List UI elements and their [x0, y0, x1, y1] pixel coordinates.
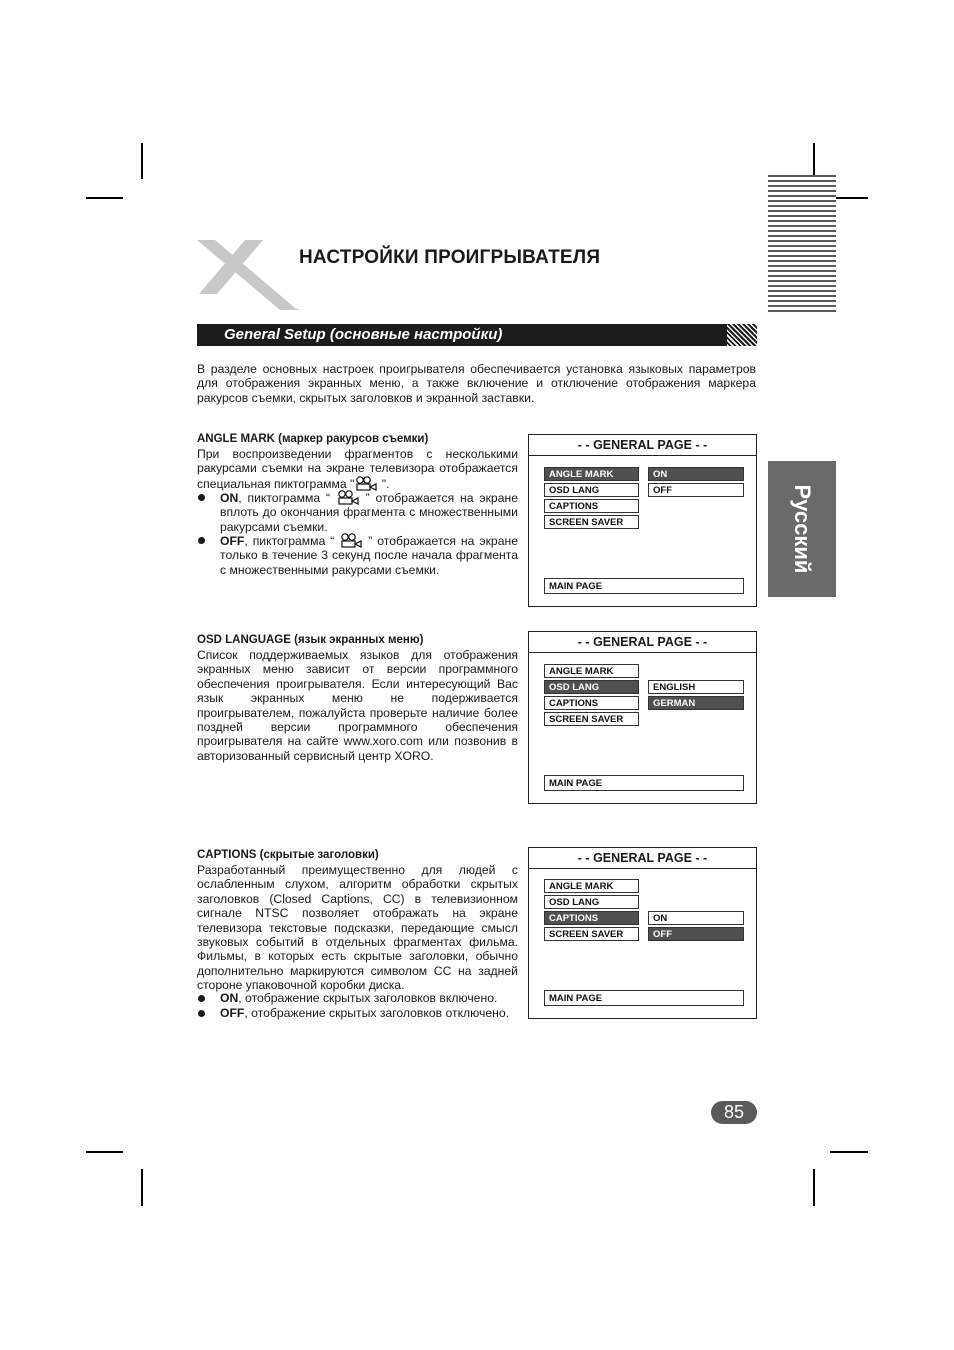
captions-off-label: OFF [220, 1006, 245, 1020]
menu-item-angle-mark[interactable]: ANGLE MARK [544, 467, 639, 481]
angle-mark-heading: ANGLE MARK (маркер ракурсов съемки) [197, 433, 429, 445]
crop-mark [141, 143, 143, 179]
menu-header: - - GENERAL PAGE - - [529, 632, 756, 653]
menu-item-angle-mark[interactable]: ANGLE MARK [544, 664, 639, 678]
bullet-dot [198, 995, 205, 1002]
menu-header: - - GENERAL PAGE - - [529, 848, 756, 869]
menu-item-angle-mark[interactable]: ANGLE MARK [544, 879, 639, 893]
menu-item-osd-lang[interactable]: OSD LANG [544, 895, 639, 909]
osd-language-heading: OSD LANGUAGE (язык экранных меню) [197, 634, 424, 646]
angle-camera-icon [339, 533, 363, 548]
menu-item-osd-lang[interactable]: OSD LANG [544, 680, 639, 694]
captions-on-label: ON [220, 991, 239, 1005]
bullet-dot [198, 1010, 205, 1017]
menu-item-screen-saver[interactable]: SCREEN SAVER [544, 515, 639, 529]
angle-off-before: , пиктограмма “ [244, 534, 340, 548]
crop-mark [86, 197, 123, 199]
general-page-menu-captions [528, 847, 757, 1019]
section-title: General Setup (основные настройки) [224, 326, 503, 343]
page-number: 85 [711, 1101, 757, 1124]
section-bar-hatch [727, 324, 757, 346]
angle-text-after: ". [378, 476, 390, 491]
angle-on-before: , пиктограмма “ [238, 491, 336, 505]
language-tab-label: Русский [790, 484, 815, 574]
menu-item-screen-saver[interactable]: SCREEN SAVER [544, 712, 639, 726]
angle-on-item [220, 490, 518, 534]
page-title: НАСТРОЙКИ ПРОИГРЫВАТЕЛЯ [299, 247, 601, 268]
crop-mark [830, 1151, 868, 1153]
captions-off-item [220, 1006, 518, 1020]
angle-off-after: ” отображается на экране только в течение 3 секунд после начала фрагмента с множественными ракурсами съемки. [220, 534, 518, 577]
menu-item-captions[interactable]: CAPTIONS [544, 499, 639, 513]
menu-item-osd-lang[interactable]: OSD LANG [544, 483, 639, 497]
crop-mark [813, 143, 815, 179]
option-on[interactable]: ON [648, 467, 744, 481]
captions-heading: CAPTIONS (скрытые заголовки) [197, 849, 379, 861]
decorative-stripes [768, 175, 836, 313]
menu-header: - - GENERAL PAGE - - [529, 435, 756, 456]
menu-item-main-page[interactable]: MAIN PAGE [544, 775, 744, 791]
menu-item-screen-saver[interactable]: SCREEN SAVER [544, 927, 639, 941]
angle-on-after: ” отображается на экране вплоть до окончания фрагмента с множественными ракурсами съемки. [220, 491, 518, 534]
menu-item-main-page[interactable]: MAIN PAGE [544, 578, 744, 594]
angle-off-item [220, 533, 518, 577]
general-page-menu-angle [528, 434, 757, 607]
option-english[interactable]: ENGLISH [648, 680, 744, 694]
option-off[interactable]: OFF [648, 483, 744, 497]
intro-paragraph: В разделе основных настроек проигрывателя обеспечивается установка языковых параметров для отображения экранных меню, а также включение и отключение отображения маркера ракурсов съемки, скрытых заголовков и экранной заставки. [197, 362, 756, 405]
option-off[interactable]: OFF [648, 927, 744, 941]
angle-on-label: ON [220, 491, 239, 505]
angle-text-before: При воспроизведении фрагментов с несколькими ракурсами съемки на экране телевизора отображается специальная пиктограмма " [197, 447, 518, 491]
angle-mark-text [197, 447, 518, 491]
option-german[interactable]: GERMAN [648, 696, 744, 710]
angle-camera-icon [354, 476, 378, 491]
captions-text: Разработанный преимущественно для людей с ослабленным слухом, алгоритм обработки скрытых заголовков (Closed Captions, CC) в телевизионном сигнале NTSC позволяет отображать на экране телевизора текстовые подсказки, передающие смысл звуковых событий в отдельных фрагментах фильма. Фильмы, в которых есть скрытые заголовки, обычно дополнительно маркируются символом CC на задней стороне упаковочной коробки диска. [197, 863, 518, 993]
menu-item-captions[interactable]: CAPTIONS [544, 911, 639, 925]
crop-mark [813, 1169, 815, 1206]
angle-camera-icon [336, 490, 360, 505]
bullet-dot [198, 537, 205, 544]
menu-item-main-page[interactable]: MAIN PAGE [544, 990, 744, 1006]
general-page-menu-osd [528, 631, 757, 804]
language-side-tab [768, 461, 836, 597]
option-on[interactable]: ON [648, 911, 744, 925]
captions-on-item [220, 991, 518, 1005]
bullet-dot [198, 494, 205, 501]
osd-language-text: Список поддерживаемых языков для отображения экранных меню зависит от версии программного обеспечения проигрывателя. Если интересующий Вас язык экранных меню не подерживается проигрывателем, пожалуйста проверьте наличие более поздней версии программного обеспечения проигрывателя на сайте www.xoro.com или позвонив в авторизованный сервисный центр XORO. [197, 648, 518, 763]
section-title-bar [197, 324, 757, 346]
captions-off-text: , отображение скрытых заголовков отключено. [244, 1006, 510, 1020]
crop-mark [141, 1169, 143, 1206]
menu-item-captions[interactable]: CAPTIONS [544, 696, 639, 710]
captions-on-text: , отображение скрытых заголовков включено. [238, 991, 498, 1005]
angle-off-label: OFF [220, 534, 245, 548]
xoro-logo-icon [195, 238, 305, 314]
crop-mark [86, 1151, 123, 1153]
